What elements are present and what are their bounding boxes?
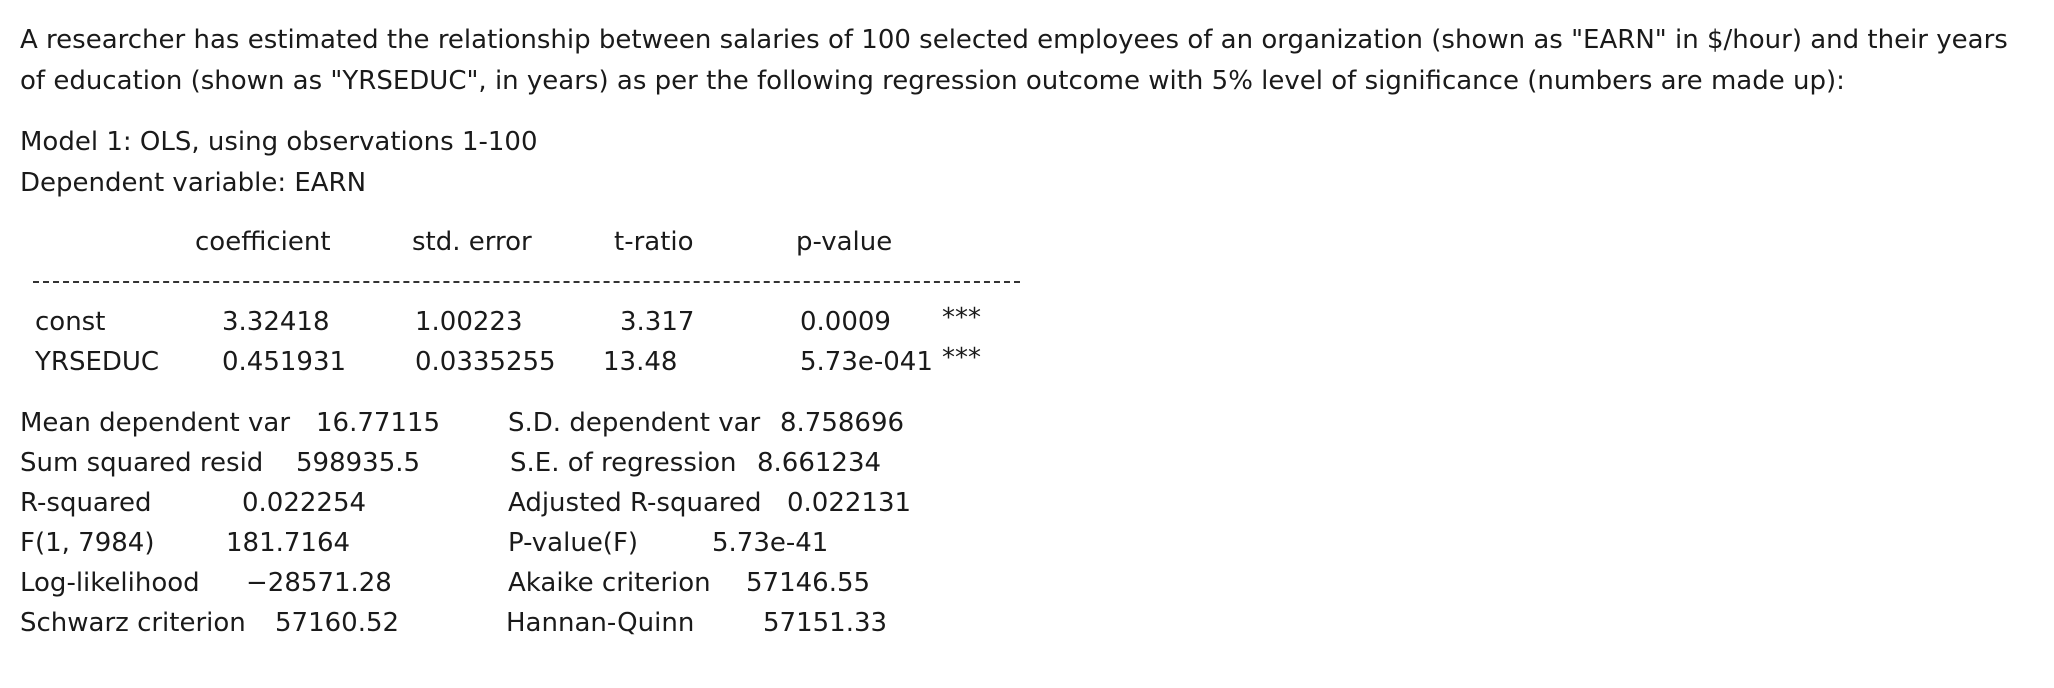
stat-label: P-value(F) xyxy=(508,528,639,558)
header-p-value: p-value xyxy=(796,227,893,257)
header-coefficient: coefficient xyxy=(195,227,331,257)
model-title: Model 1: OLS, using observations 1-100 xyxy=(20,127,538,157)
row-const-name: const xyxy=(35,307,106,337)
row-yrseduc-std-error: 0.0335255 xyxy=(415,347,556,377)
row-yrseduc-significance: *** xyxy=(942,343,981,373)
row-const-t-ratio: 3.317 xyxy=(620,307,695,337)
stat-label: Sum squared resid xyxy=(20,448,264,478)
row-yrseduc-p-value: 5.73e-041 xyxy=(800,347,933,377)
stat-value: 57160.52 xyxy=(275,608,400,638)
row-yrseduc-name: YRSEDUC xyxy=(35,347,160,377)
stat-label: Mean dependent var xyxy=(20,408,291,438)
stat-value: 598935.5 xyxy=(296,448,421,478)
header-t-ratio: t-ratio xyxy=(614,227,694,257)
row-const-coefficient: 3.32418 xyxy=(222,307,330,337)
stat-label: F(1, 7984) xyxy=(20,528,155,558)
row-yrseduc-t-ratio: 13.48 xyxy=(603,347,678,377)
dependent-variable-label: Dependent variable: EARN xyxy=(20,168,367,198)
stat-value: 5.73e-41 xyxy=(712,528,829,558)
stat-value: 16.77115 xyxy=(316,408,441,438)
header-std-error: std. error xyxy=(412,227,532,257)
stat-value: 57146.55 xyxy=(746,568,871,598)
stat-label: R-squared xyxy=(20,488,152,518)
stat-label: S.E. of regression xyxy=(510,448,737,478)
row-yrseduc-coefficient: 0.451931 xyxy=(222,347,347,377)
stat-label: Akaike criterion xyxy=(508,568,711,598)
stat-value: 8.661234 xyxy=(757,448,882,478)
stat-label: Hannan-Quinn xyxy=(506,608,695,638)
row-const-p-value: 0.0009 xyxy=(800,307,891,337)
stat-value: 181.7164 xyxy=(226,528,351,558)
stat-value: 8.758696 xyxy=(780,408,905,438)
stat-label: Log-likelihood xyxy=(20,568,200,598)
stat-value: 0.022131 xyxy=(787,488,912,518)
row-const-significance: *** xyxy=(942,303,981,333)
stat-value: −28571.28 xyxy=(246,568,392,598)
stat-label: Adjusted R-squared xyxy=(508,488,762,518)
row-const-std-error: 1.00223 xyxy=(415,307,523,337)
stat-label: Schwarz criterion xyxy=(20,608,246,638)
question-intro-text: A researcher has estimated the relationship between salaries of 100 selected employees of an organization (shown as "EARN" in $/hour) and their years of education (shown as "YRSEDUC", in years) as per the following regression outcome with 5% level of significance (numbers are made up): xyxy=(20,25,2008,96)
stat-label: S.D. dependent var xyxy=(508,408,761,438)
table-divider xyxy=(33,281,1020,283)
stat-value: 0.022254 xyxy=(242,488,367,518)
stat-value: 57151.33 xyxy=(763,608,888,638)
